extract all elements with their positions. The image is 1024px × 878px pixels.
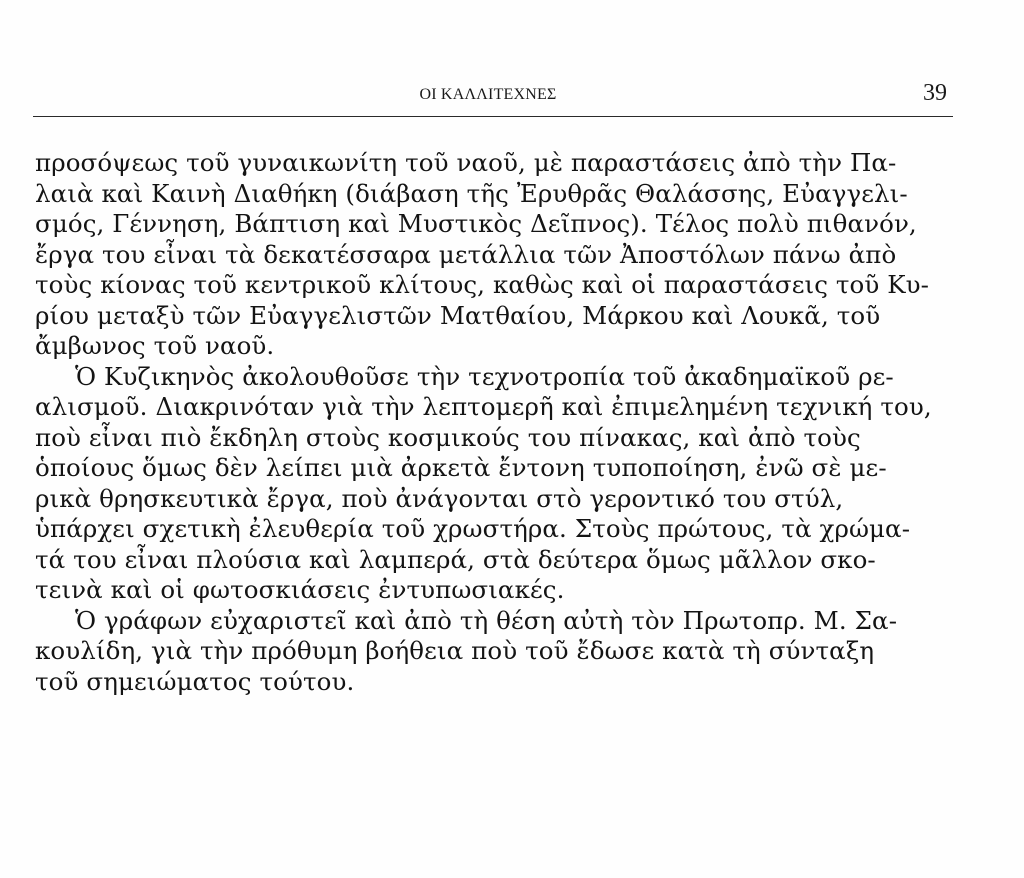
- text-line: ἔργα του εἶναι τὰ δεκατέσσαρα μετάλλια τῶν Ἀποστόλων πάνω ἀπὸ: [35, 239, 897, 269]
- running-title: ΟΙ ΚΑΛΛΙΤΕΧΝΕΣ: [419, 86, 557, 103]
- text-line: ὁποίους ὅμως δὲν λείπει μιὰ ἀρκετὰ ἔντονη τυποποίηση, ἐνῶ σὲ με-: [35, 453, 887, 482]
- running-head: [33, 80, 953, 120]
- paragraph-start-line: Ὁ γράφων εὐχαριστεῖ καὶ ἀπὸ τὴ θέση αὐτὴ τὸν Πρωτοπρ. Μ. Σα-: [75, 605, 898, 635]
- text-line: τοὺς κίονας τοῦ κεντρικοῦ κλίτους, καθὼς καὶ οἱ παραστάσεις τοῦ Κυ-: [35, 270, 930, 299]
- text-line: ὑπάρχει σχετικὴ ἐλευθερία τοῦ χρωστήρα. Στοὺς πρώτους, τὰ χρώμα-: [35, 514, 911, 543]
- text-line: τεινὰ καὶ οἱ φωτοσκιάσεις ἐντυπωσιακές.: [35, 575, 565, 604]
- text-line: ρίου μεταξὺ τῶν Εὐαγγελιστῶν Ματθαίου, Μάρκου καὶ Λουκᾶ, τοῦ: [35, 300, 881, 330]
- text-line: αλισμοῦ. Διακρινόταν γιὰ τὴν λεπτομερῆ καὶ ἐπιμελημένη τεχνική του,: [35, 392, 932, 421]
- text-line: ἄμβωνος τοῦ ναοῦ.: [35, 331, 275, 360]
- page-number: 39: [923, 80, 947, 106]
- header-rule: [33, 116, 953, 117]
- text-line: ρικὰ θρησκευτικὰ ἔργα, ποὺ ἀνάγονται στὸ γεροντικό του στύλ,: [35, 483, 844, 513]
- text-line: σμός, Γέννηση, Βάπτιση καὶ Μυστικὸς Δεῖπνος). Τέλος πολὺ πιθανόν,: [35, 209, 917, 238]
- text-line: τά του εἶναι πλούσια καὶ λαμπερά, στὰ δεύτερα ὅμως μᾶλλον σκο-: [35, 544, 876, 574]
- text-line: κουλίδη, γιὰ τὴν πρόθυμη βοήθεια ποὺ τοῦ ἔδωσε κατὰ τὴ σύνταξη: [35, 636, 875, 665]
- text-line: τοῦ σημειώματος τούτου.: [35, 666, 355, 696]
- text-line: προσόψεως τοῦ γυναικωνίτη τοῦ ναοῦ, μὲ παραστάσεις ἀπὸ τὴν Πα-: [35, 148, 897, 177]
- paragraph-start-line: Ὁ Κυζικηνὸς ἀκολουθοῦσε τὴν τεχνοτροπία τοῦ ἀκαδημαϊκοῦ ρε-: [75, 361, 894, 391]
- text-line: λαιὰ καὶ Καινὴ Διαθήκη (διάβαση τῆς Ἐρυθρᾶς Θαλάσσης, Εὐαγγελι-: [35, 178, 908, 208]
- text-line: ποὺ εἶναι πιὸ ἔκδηλη στοὺς κοσμικούς του πίνακας, καὶ ἀπὸ τοὺς: [35, 422, 861, 452]
